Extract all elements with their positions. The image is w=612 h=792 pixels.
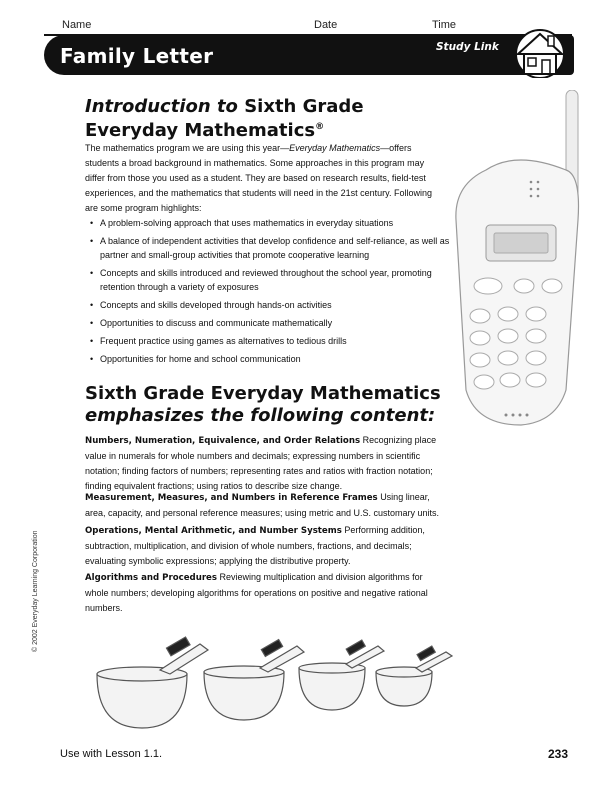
list-item: • A problem-solving approach that uses mathematics in everyday situations (90, 216, 450, 230)
lesson-reference: Use with Lesson 1.1. (60, 748, 163, 760)
page-number: 233 (548, 747, 569, 761)
section-title: Measurement, Measures, and Numbers in Reference Frames (85, 493, 378, 503)
intro-para-part2: —offers students a broad background in mathematics. Some approaches in this program may differ from those you used as a student. They are based on research results, field-test experiences, and the mathematics that students will need in the 21st century. Following are some program highlights: (85, 143, 433, 213)
intro-para-italic: Everyday Mathematics (289, 143, 381, 153)
content-heading-line2: emphasizes the following content: (85, 405, 436, 426)
highlights-list (90, 216, 450, 370)
section-title: Algorithms and Procedures (85, 573, 217, 583)
section-text: Recognizing place value in numerals for whole numbers and decimals; expressing numbers in scientific notation; finding factors of numbers; representing rates and ratios with fraction notation; finding equivalent fractions; using ratios to describe size change. (85, 435, 437, 491)
intro-heading (85, 97, 445, 141)
intro-paragraph (85, 141, 445, 216)
content-section (85, 490, 445, 521)
registered-mark: ® (315, 122, 325, 132)
intro-heading-italic: Introduction to (85, 96, 238, 117)
cordless-phone-illustration (446, 90, 596, 435)
section-text: Reviewing multiplication and division algorithms for whole numbers; developing algorithms for operations on positive and negative rational numbers. (85, 572, 428, 613)
banner-title: Family Letter (60, 44, 214, 68)
time-label: Time (432, 19, 457, 31)
content-heading-line1: Sixth Grade Everyday Mathematics (85, 383, 441, 404)
content-section (85, 523, 445, 569)
intro-heading-rest: Sixth Grade Everyday Mathematics (85, 96, 364, 141)
list-item: • A balance of independent activities that develop confidence and self-reliance, as well as partner and small-group activities that promote cooperative learning (90, 234, 450, 262)
list-item: • Opportunities for home and school communication (90, 352, 450, 366)
list-item: • Concepts and skills introduced and reviewed throughout the school year, promoting retention through a variety of exposures (90, 266, 450, 294)
section-text: Performing addition, subtraction, multiplication, and division of whole numbers, fractions, and decimals; evaluating symbolic expressions; applying the distributive property. (85, 525, 425, 566)
section-title: Numbers, Numeration, Equivalence, and Order Relations (85, 436, 361, 446)
measuring-cups-illustration (92, 634, 472, 730)
house-icon (508, 26, 572, 78)
copyright-notice: © 2002 Everyday Learning Corporation (32, 530, 39, 652)
section-title: Operations, Mental Arithmetic, and Number Systems (85, 526, 342, 536)
date-label: Date (314, 19, 338, 31)
content-section (85, 433, 445, 494)
content-heading (85, 383, 485, 427)
intro-para-part1: The mathematics program we are using this year— (85, 143, 290, 153)
banner-subtitle: Study Link (436, 41, 499, 53)
list-item: • Frequent practice using games as alternatives to tedious drills (90, 334, 450, 348)
list-item: • Opportunities to discuss and communicate mathematically (90, 316, 450, 330)
list-item: • Concepts and skills developed through hands-on activities (90, 298, 450, 312)
content-section (85, 570, 445, 616)
section-text: Using linear, area, capacity, and personal reference measures; using metric and U.S. customary units. (85, 492, 440, 518)
name-label: Name (62, 19, 92, 31)
